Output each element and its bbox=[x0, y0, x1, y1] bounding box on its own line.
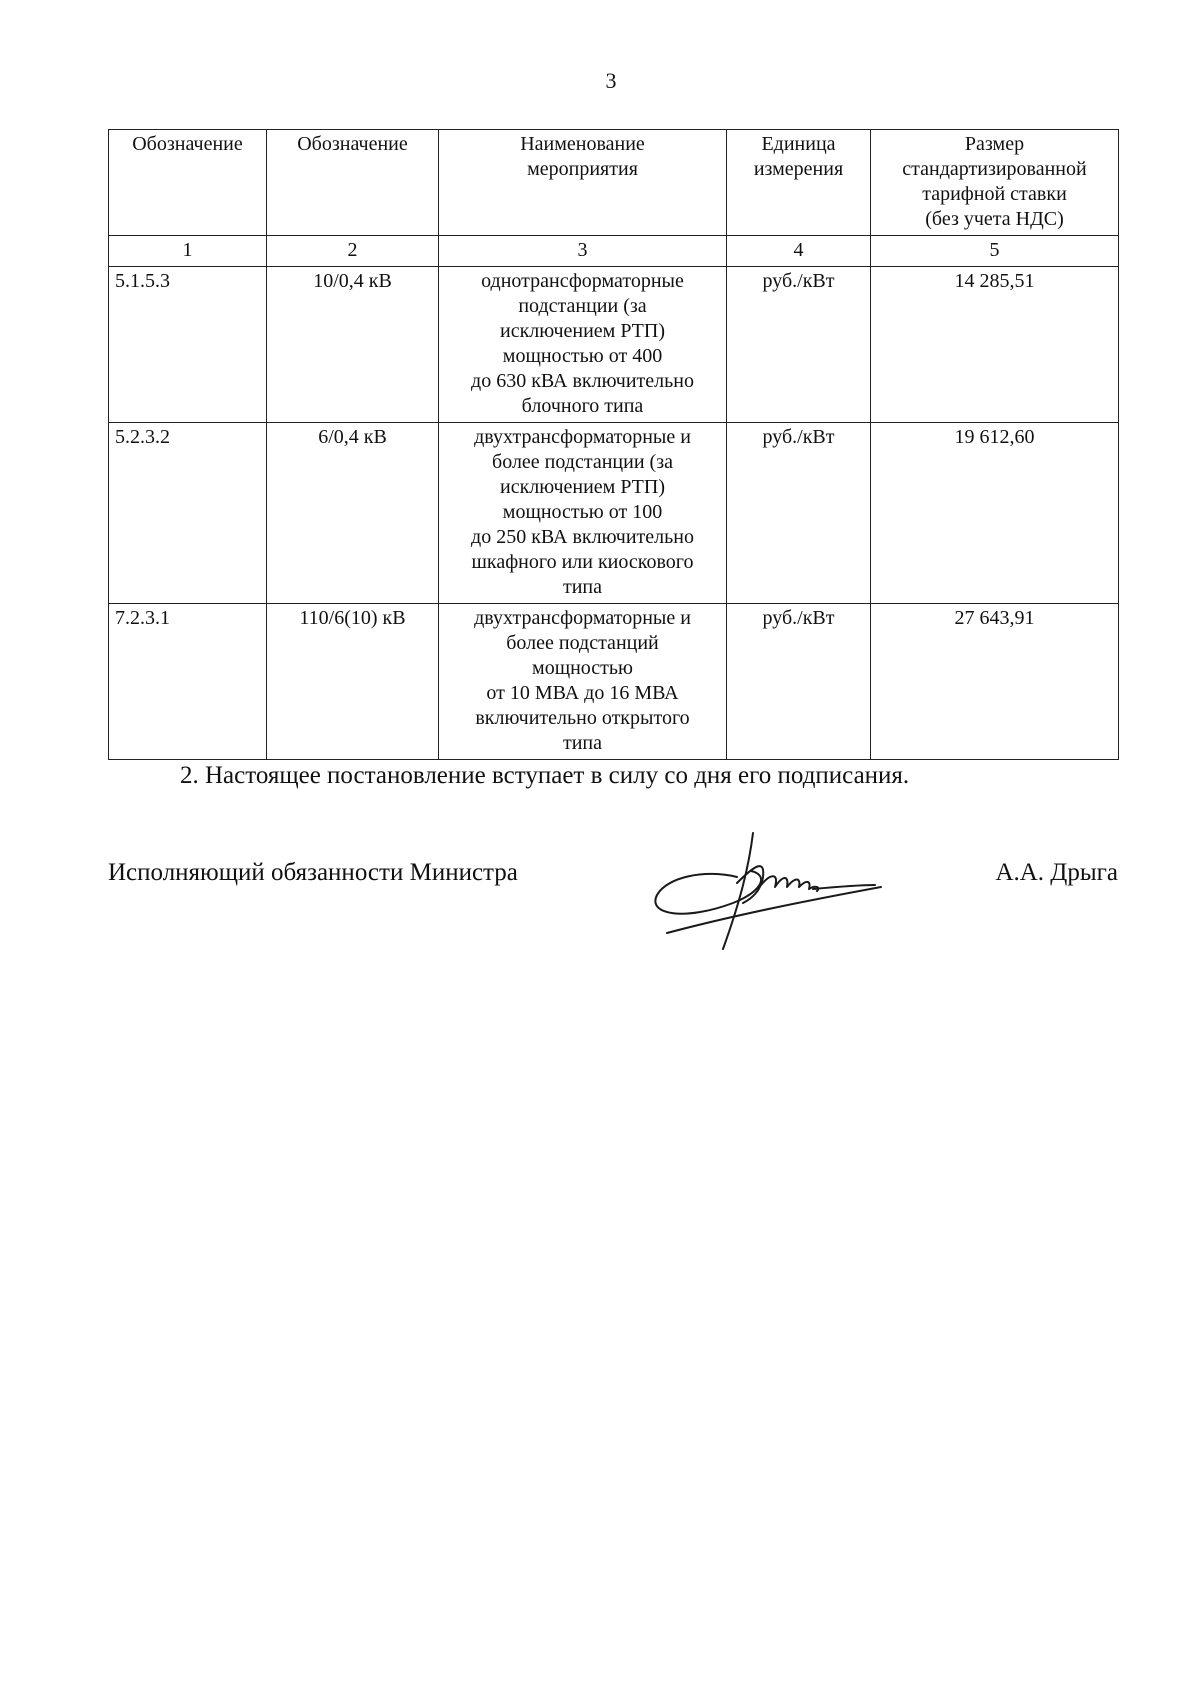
row-event-name: двухтрансформаторные и более подстанции (за исключением РТП) мощностью от 100 до 250 кВА включительно шкафного или киоскового типа bbox=[439, 423, 727, 604]
row-unit: руб./кВт bbox=[727, 423, 871, 604]
table-header-row bbox=[109, 130, 1119, 236]
row-rate: 14 285,51 bbox=[871, 267, 1119, 423]
table-row bbox=[109, 604, 1119, 760]
row-voltage: 10/0,4 кВ bbox=[267, 267, 439, 423]
column-number: 3 bbox=[439, 236, 727, 267]
header-rate: Размер стандартизированной тарифной ставки (без учета НДС) bbox=[871, 130, 1119, 236]
table-row bbox=[109, 423, 1119, 604]
column-number: 2 bbox=[267, 236, 439, 267]
row-rate: 27 643,91 bbox=[871, 604, 1119, 760]
row-event-name: двухтрансформаторные и более подстанций мощностью от 10 МВА до 16 МВА включительно открытого типа bbox=[439, 604, 727, 760]
row-voltage: 110/6(10) кВ bbox=[267, 604, 439, 760]
row-code: 5.1.5.3 bbox=[109, 267, 267, 423]
signatory-title: Исполняющий обязанности Министра bbox=[108, 859, 518, 886]
row-rate: 19 612,60 bbox=[871, 423, 1119, 604]
row-code: 7.2.3.1 bbox=[109, 604, 267, 760]
page-number: 3 bbox=[605, 68, 617, 93]
header-designation-2: Обозначение bbox=[267, 130, 439, 236]
signature-image bbox=[645, 825, 895, 955]
column-number-row bbox=[109, 236, 1119, 267]
header-designation-1: Обозначение bbox=[109, 130, 267, 236]
row-code: 5.2.3.2 bbox=[109, 423, 267, 604]
row-unit: руб./кВт bbox=[727, 267, 871, 423]
header-event-name: Наименование мероприятия bbox=[439, 130, 727, 236]
table-row bbox=[109, 267, 1119, 423]
clause-text: 2. Настоящее постановление вступает в силу со дня его подписания. bbox=[180, 762, 910, 789]
row-voltage: 6/0,4 кВ bbox=[267, 423, 439, 604]
column-number: 1 bbox=[109, 236, 267, 267]
column-number: 5 bbox=[871, 236, 1119, 267]
signatory-name: А.А. Дрыга bbox=[995, 859, 1118, 886]
row-unit: руб./кВт bbox=[727, 604, 871, 760]
tariff-table bbox=[108, 129, 1119, 760]
header-unit: Единица измерения bbox=[727, 130, 871, 236]
row-event-name: однотрансформаторные подстанции (за исключением РТП) мощностью от 400 до 630 кВА включительно блочного типа bbox=[439, 267, 727, 423]
column-number: 4 bbox=[727, 236, 871, 267]
